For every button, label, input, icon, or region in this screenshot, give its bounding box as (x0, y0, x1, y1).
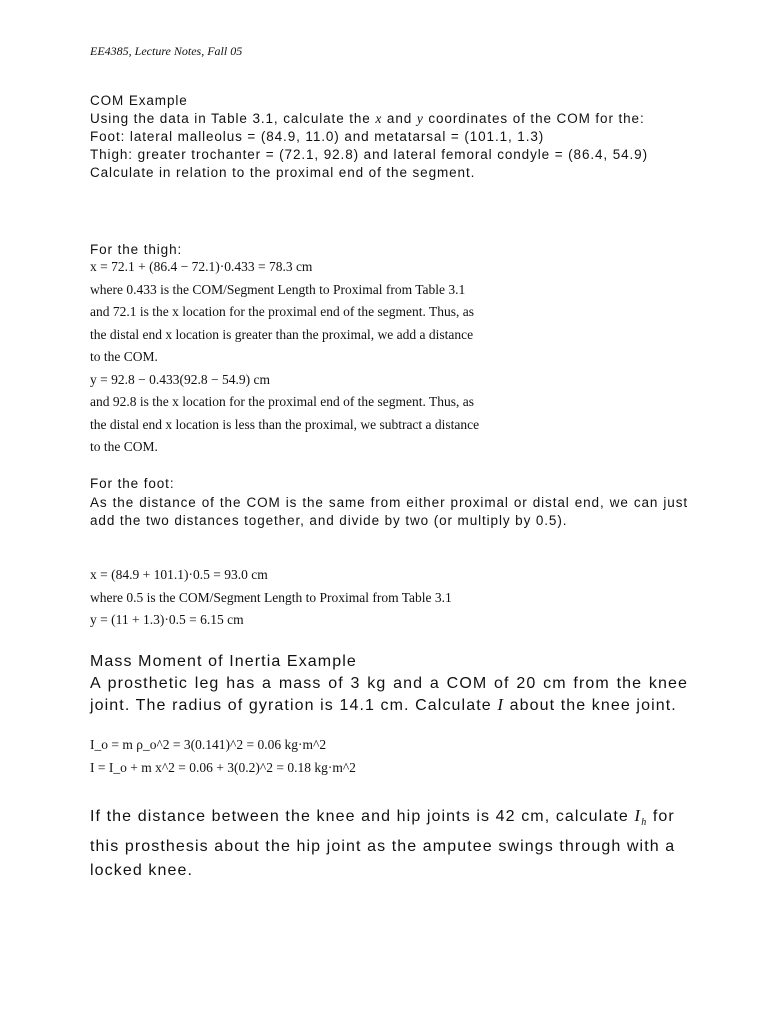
intro-var-y: y (416, 111, 424, 126)
mmi-question-b: for this prosthesis about the hip joint as the amputee swings through with a locked knee. (90, 808, 676, 879)
thigh-p1-line2: and 72.1 is the x location for the proximal end of the segment. Thus, as (90, 304, 475, 319)
mmi-paragraph (90, 673, 688, 716)
thigh-p2-line1: and 92.8 is the x location for the proximal end of the segment. Thus, as (90, 394, 475, 409)
foot-x-equation: x = (84.9 + 101.1)·0.5 = 93.0 cm (90, 567, 268, 582)
foot-landmarks: Foot: lateral malleolus = (84.9, 11.0) and metatarsal = (101.1, 1.3) (90, 129, 545, 144)
foot-y-equation: y = (11 + 1.3)·0.5 = 6.15 cm (90, 612, 244, 627)
thigh-p2-line2: the distal end x location is less than the proximal, we subtract a distance (90, 416, 480, 432)
foot-note: where 0.5 is the COM/Segment Length to Proximal from Table 3.1 (90, 589, 452, 605)
mmi-para-b: about the knee joint. (504, 697, 677, 714)
mmi-equations (90, 734, 700, 779)
mmi-para-a: A prosthetic leg has a mass of 3 kg and a COM of 20 cm from the knee joint. The radius of gyration is 14.1 cm. Calculate (90, 675, 688, 714)
mmi-question-sub: h (641, 817, 648, 828)
foot-section (90, 564, 700, 632)
thigh-landmarks: Thigh: greater trochanter = (72.1, 92.8) and lateral femoral condyle = (86.4, 54.9) (90, 147, 648, 162)
foot-heading: For the foot: (90, 476, 175, 491)
mmi-question (90, 804, 690, 883)
mmi-title: Mass Moment of Inertia Example (90, 653, 357, 670)
mmi-io-equation: I_o = m ρ_o^2 = 3(0.141)^2 = 0.06 kg·m^2 (90, 737, 327, 752)
intro-var-x: x (375, 111, 383, 126)
mmi-i-equation: I = I_o + m x^2 = 0.06 + 3(0.2)^2 = 0.18 kg·m^2 (90, 759, 356, 775)
mmi-question-a: If the distance between the knee and hip joints is 42 cm, calculate (90, 808, 635, 825)
thigh-p1-line1: where 0.433 is the COM/Segment Length to Proximal from Table 3.1 (90, 281, 466, 297)
mmi-question-var: I (634, 806, 642, 825)
com-example-intro (90, 110, 700, 128)
com-example-section (90, 92, 700, 182)
foot-paragraph: As the distance of the COM is the same from either proximal or distal end, we can just add the two distances together, and divide by two (or multiply by 0.5). (90, 495, 688, 528)
intro-text-b: coordinates of the COM for the: (423, 111, 645, 126)
calc-instruction: Calculate in relation to the proximal end of the segment. (90, 165, 476, 180)
thigh-p2-line3: to the COM. (90, 439, 158, 454)
mmi-var-i: I (497, 695, 505, 714)
running-header: EE4385, Lecture Notes, Fall 05 (90, 44, 243, 58)
intro-text-a: Using the data in Table 3.1, calculate the (90, 111, 376, 126)
thigh-heading: For the thigh: (90, 242, 183, 257)
thigh-p1-line4: to the COM. (90, 349, 158, 364)
com-example-title: COM Example (90, 93, 188, 108)
thigh-x-equation: x = 72.1 + (86.4 − 72.1)·0.433 = 78.3 cm (90, 259, 313, 274)
thigh-section (90, 256, 700, 459)
thigh-y-equation: y = 92.8 − 0.433(92.8 − 54.9) cm (90, 371, 270, 387)
thigh-p1-line3: the distal end x location is greater than the proximal, we add a distance (90, 326, 474, 342)
intro-text-and: and (382, 111, 417, 126)
